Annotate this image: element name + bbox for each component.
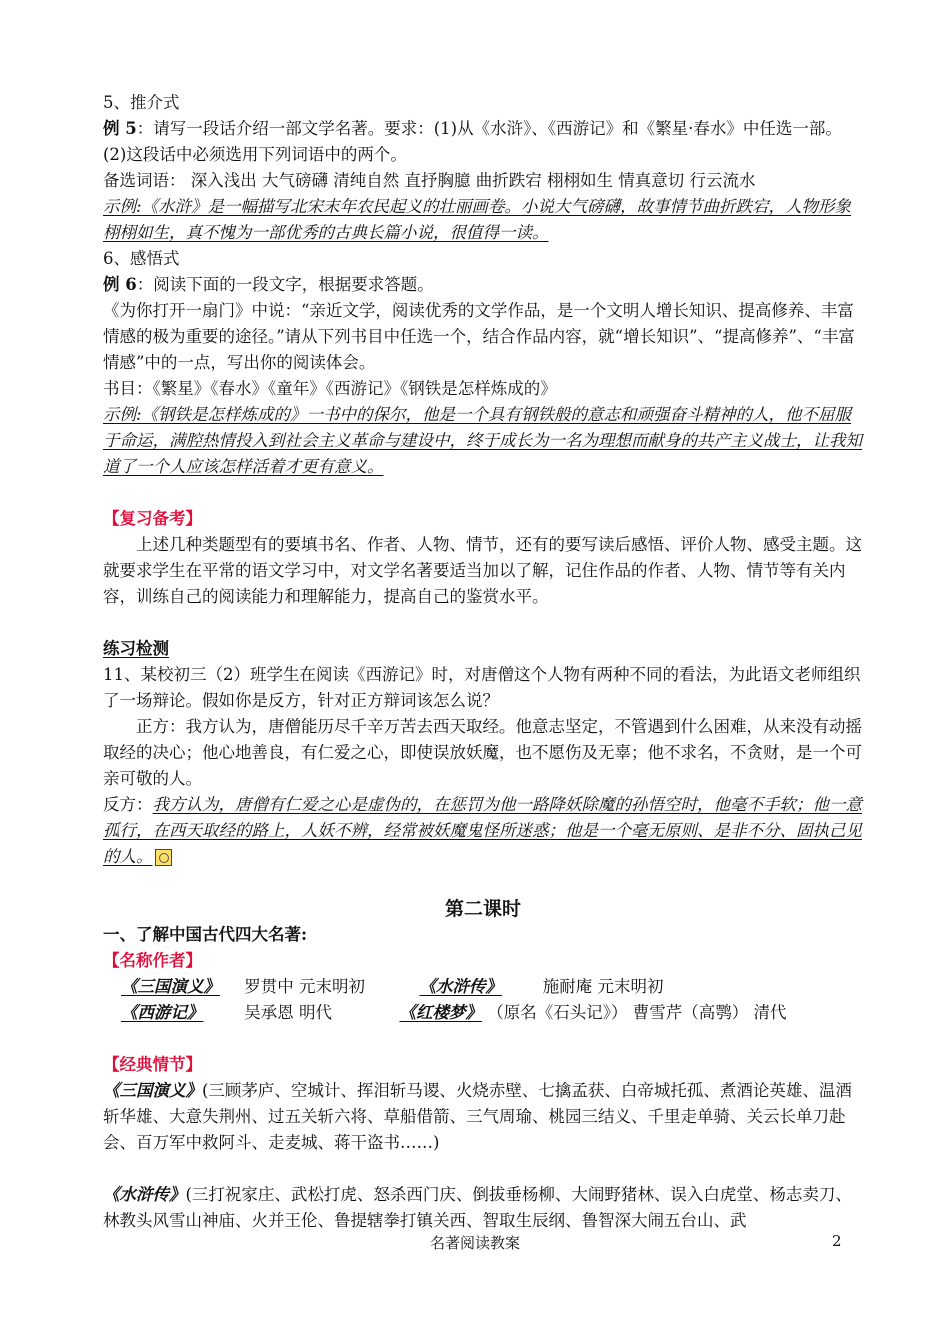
- works-row-2: [103, 1000, 863, 1026]
- s5-sample-answer: 示例:《水浒》是一幅描写北宋末年农民起义的壮丽画卷。小说大气磅礴，故事情节曲折跌宕，人物形象栩栩如生，真不愧为一部优秀的古典长篇小说，很值得一读。: [103, 197, 852, 242]
- s6-heading: 6、感悟式: [103, 249, 180, 268]
- page-content: [103, 90, 863, 1234]
- review-text: 上述几种类题型有的要填书名、作者、人物、情节，还有的要写读后感悟、评价人物、感受主题。这就要求学生在平常的语文学习中，对文学名著要适当加以了解，记住作品的作者、人物、情节等有关内容，训练自己的阅读能力和理解能力，提高自己的鉴赏水平。: [103, 535, 862, 606]
- lesson-title: 第二课时: [444, 898, 521, 920]
- con-argument: [103, 792, 863, 870]
- sanguo-plots-text: (三顾茅庐、空城计、挥泪斩马谡、火烧赤壁、七擒孟获、白帝城托孤、煮酒论英雄、温酒斩华雄、大意失荆州、过五关斩六将、草船借箭、三气周瑜、桃园三结义、千里走单骑、关云长单刀赴会、百万军中救阿斗、走麦城、蒋干盗书……): [103, 1081, 852, 1152]
- work-sanguo: 《三国演义》: [121, 977, 220, 996]
- pro-argument: 正方：我方认为，唐僧能历尽千辛万苦去西天取经。他意志坚定，不管遇到什么困难，从来没有动摇取经的决心；他心地善良，有仁爱之心，即使误放妖魔，也不愿伤及无辜；他不求名，不贪财，是一个可亲可敬的人。: [103, 717, 862, 788]
- s6-sample-answer: 示例:《钢铁是怎样炼成的》一书中的保尔，他是一个具有钢铁般的意志和顽强奋斗精神的人，他不屈服于命运，满腔热情投入到社会主义革命与建设中，终于成长为一名为理想而献身的共产主义战士，让我知道了一个人应该怎样活着才更有意义。: [103, 405, 862, 476]
- comment-icon[interactable]: [155, 849, 172, 866]
- s5-heading: 5、推介式: [103, 93, 180, 112]
- work-honglou-info: （原名《石头记》） 曹雪芹（高鹗） 清代: [487, 1003, 787, 1022]
- shuihu-plots-text: (三打祝家庄、武松打虎、怒杀西门庆、倒拔垂杨柳、大闹野猪林、误入白虎堂、杨志卖刀、林教头风雪山神庙、火并王伦、鲁提辖拳打镇关西、智取生辰纲、鲁智深大闹五台山、武: [103, 1185, 852, 1230]
- s6-example-label: 例 6: [103, 275, 137, 294]
- s6-example-text: ：阅读下面的一段文字，根据要求答题。: [136, 275, 434, 294]
- names-heading: 【名称作者】: [103, 951, 202, 970]
- work-shuihu-info: 施耐庵 元末明初: [542, 977, 664, 996]
- s5-example-text: ：请写一段话介绍一部文学名著。要求：(1)从《水浒》、《西游记》和《繁星·春水》中任选一部。(2)这段话中必须选用下列词语中的两个。: [103, 119, 842, 164]
- sanguo-plots: [103, 1078, 863, 1156]
- work-xiyou: 《西游记》: [121, 1003, 204, 1022]
- work-shuihu: 《水浒传》: [419, 977, 502, 996]
- s5-word-list: 备选词语： 深入浅出 大气磅礴 清纯自然 直抒胸臆 曲折跌宕 栩栩如生 情真意切 行云流水: [103, 171, 756, 190]
- work-honglou: 《红楼梦》: [399, 1003, 482, 1022]
- s5-example-label: 例 5: [103, 119, 137, 138]
- question-11: 11、某校初三（2）班学生在阅读《西游记》时，对唐僧这个人物有两种不同的看法，为此语文老师组织了一场辩论。假如你是反方，针对正方辩词该怎么说？: [103, 665, 861, 710]
- work-sanguo-info: 罗贯中 元末明初: [244, 977, 365, 996]
- review-heading: 【复习备考】: [103, 509, 202, 528]
- shuihu-plots-title: 《水浒传》: [103, 1185, 186, 1204]
- page-number: 2: [832, 1232, 842, 1250]
- practice-heading: 练习检测: [103, 639, 169, 658]
- s6-book-list: 书目：《繁星》《春水》《童年》《西游记》《钢铁是怎样炼成的》: [103, 379, 557, 398]
- s6-quote: 《为你打开一扇门》中说：“亲近文学，阅读优秀的文学作品，是一个文明人增长知识、提高修养、丰富情感的极为重要的途径。”请从下列书目中任选一个，结合作品内容，就“增长知识”、“提高修养”、“丰富情感”中的一点，写出你的阅读体会。: [103, 301, 855, 372]
- con-label: 反方：: [103, 795, 153, 814]
- plots-heading: 【经典情节】: [103, 1055, 202, 1074]
- shuihu-plots: [103, 1182, 863, 1234]
- con-text: 我方认为，唐僧有仁爱之心是虚伪的，在惩罚为他一路降妖除魔的孙悟空时，他毫不手软；他一意孤行，在西天取经的路上，人妖不辨，经常被妖魔鬼怪所迷惑；他是一个毫无原则、是非不分、固执己见的人。: [103, 795, 862, 866]
- section1-heading: 一、了解中国古代四大名著:: [103, 925, 308, 944]
- work-xiyou-info: 吴承恩 明代: [244, 1003, 332, 1022]
- works-row-1: [103, 974, 863, 1000]
- page-footer: 名著阅读教案: [429, 1234, 520, 1252]
- s6-example: [103, 272, 863, 298]
- s5-example: [103, 116, 863, 168]
- sanguo-plots-title: 《三国演义》: [103, 1081, 202, 1100]
